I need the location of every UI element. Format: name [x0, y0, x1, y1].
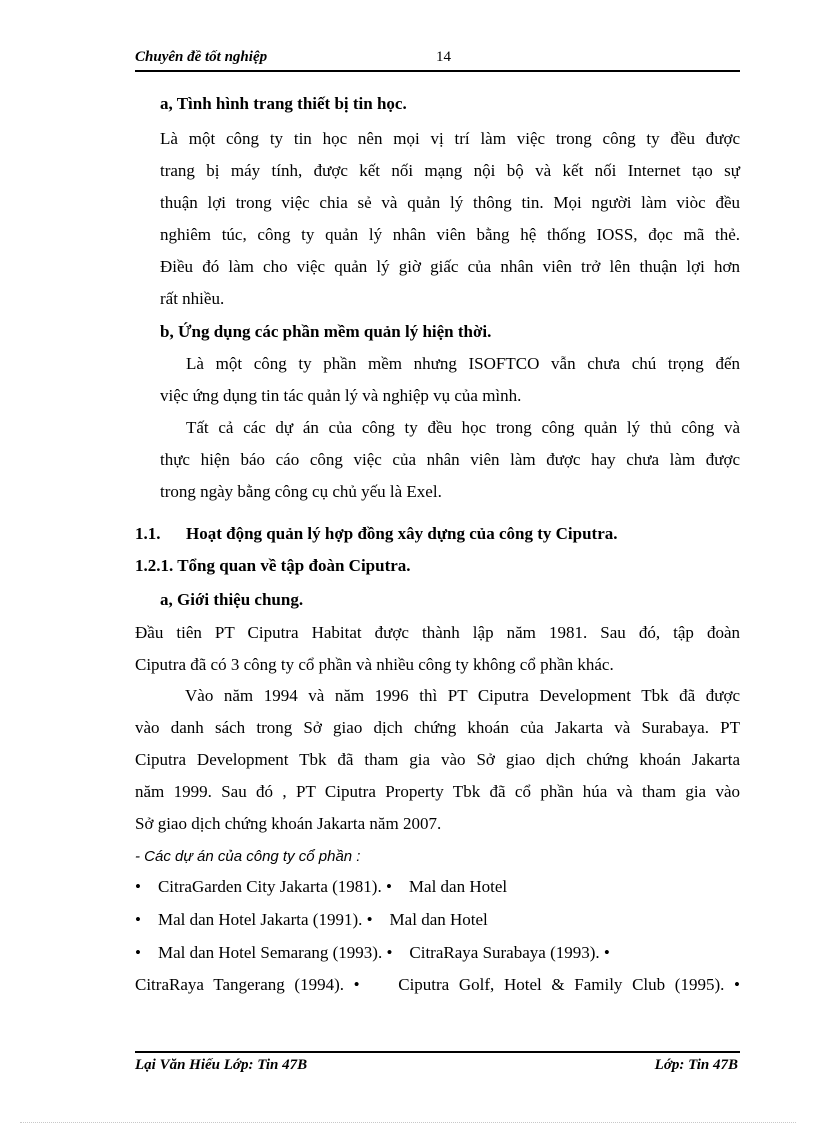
text-line: thực hiện báo cáo công việc của nhân viên làm được hay chưa làm được [160, 450, 740, 469]
section-title: Hoạt động quản lý hợp đồng xây dựng của công ty Ciputra. [186, 524, 618, 543]
text-line: Là một công ty phần mềm nhưng ISOFTCO vẫn chưa chú trọng đến [186, 354, 740, 373]
paragraph-intro-2 [135, 680, 740, 840]
heading-introduction: a, Giới thiệu chung. [160, 590, 304, 609]
text-line: Ciputra Development Tbk đã tham gia vào Sở giao dịch chứng khoán Jakarta [135, 750, 740, 769]
projects-label: - Các dự án của công ty cổ phần : [135, 848, 361, 865]
text-line: rất nhiều. [160, 289, 225, 308]
bullet-line: • Mal dan Hotel Jakarta (1991). • Mal dan Hotel [135, 910, 488, 929]
text-line: nghiêm túc, công ty quản lý nhân viên bằng hệ thống IOSS, đọc mã thẻ. [160, 225, 740, 244]
text-line: Tất cả các dự án của công ty đều học trong công quản lý thủ công và [186, 418, 740, 437]
footer-rule [135, 1051, 740, 1053]
subsection-heading: 1.2.1. Tổng quan về tập đoàn Ciputra. [135, 556, 411, 575]
paragraph-intro-1 [135, 617, 740, 681]
text-line: trang bị máy tính, được kết nối mạng nội bộ và kết nối Internet tạo sự [160, 161, 740, 180]
bullet-line-last: CitraRaya Tangerang (1994). • Ciputra Golf, Hotel & Family Club (1995). • [135, 975, 740, 994]
page-number: 14 [436, 49, 451, 65]
heading-software: b, Ứng dụng các phần mềm quản lý hiện thời. [160, 322, 492, 341]
footer-author: Lại Văn Hiếu Lớp: Tin 47B [135, 1057, 308, 1073]
heading-equipment: a, Tình hình trang thiết bị tin học. [160, 94, 407, 113]
text-line: Sở giao dịch chứng khoán Jakarta năm 2007. [135, 814, 442, 833]
section-number: 1.1. [135, 524, 161, 543]
paragraph-software-1 [160, 348, 740, 412]
paragraph-equipment [160, 123, 740, 315]
footer-class: Lớp: Tin 47B [654, 1057, 738, 1073]
text-line: vào danh sách trong Sở giao dịch chứng khoán của Jakarta và Surabaya. PT [135, 718, 740, 737]
text-line: Là một công ty tin học nên mọi vị trí làm việc trong công ty đều được [160, 129, 740, 148]
header-rule [135, 70, 740, 72]
bullet-line: • CitraGarden City Jakarta (1981). • Mal dan Hotel [135, 877, 508, 896]
text-line: thuận lợi trong việc chia sẻ và quản lý thông tin. Mọi người làm viòc đều [160, 193, 740, 212]
paragraph-software-2 [160, 412, 740, 508]
text-line: Điều đó làm cho việc quản lý giờ giấc của nhân viên trở lên thuận lợi hơn [160, 257, 740, 276]
bullet-line: • Mal dan Hotel Semarang (1993). • CitraRaya Surabaya (1993). • [135, 943, 610, 962]
text-line: Ciputra đã có 3 công ty cổ phần và nhiều công ty không cổ phần khác. [135, 655, 614, 674]
text-line: Đầu tiên PT Ciputra Habitat được thành lập năm 1981. Sau đó, tập đoàn [135, 623, 740, 642]
text-line: năm 1999. Sau đó , PT Ciputra Property Tbk đã cổ phần húa và tham gia vào [135, 782, 740, 801]
text-line: Vào năm 1994 và năm 1996 thì PT Ciputra Development Tbk đã được [185, 686, 740, 705]
text-line: trong ngày bằng công cụ chủ yếu là Exel. [160, 482, 442, 501]
text-line: việc ứng dụng tin tác quản lý và nghiệp vụ của mình. [160, 386, 522, 405]
header-title: Chuyên đề tốt nghiệp [135, 49, 268, 65]
